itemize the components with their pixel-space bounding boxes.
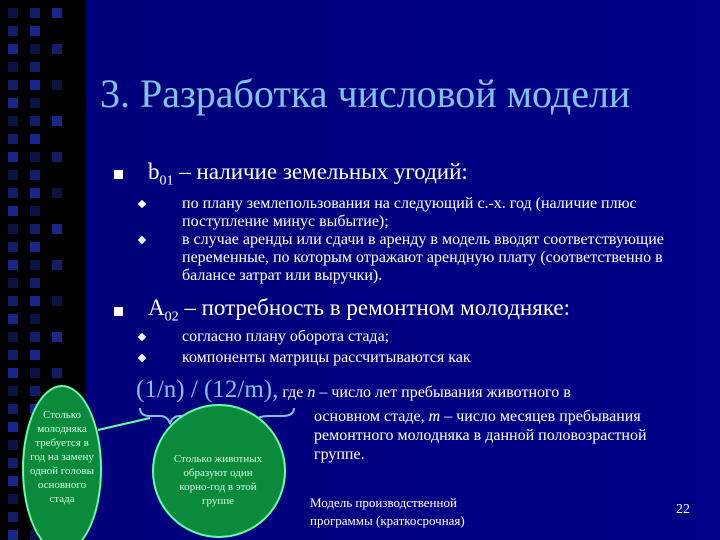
bullet-a02 bbox=[148, 295, 570, 326]
decorative-square bbox=[30, 296, 40, 306]
decorative-square bbox=[8, 476, 18, 486]
decorative-square bbox=[30, 224, 40, 234]
decorative-square bbox=[30, 134, 40, 144]
decorative-square bbox=[8, 224, 18, 234]
decorative-square bbox=[52, 296, 62, 306]
decorative-square bbox=[8, 206, 18, 216]
bullet-square-icon bbox=[114, 170, 123, 179]
formula-note-prefix: где bbox=[278, 384, 308, 401]
decorative-square bbox=[8, 350, 18, 360]
subitem-land-plan: по плану землепользования на следующий с.-х. год (наличие плюс поступление минус выбытие); bbox=[182, 195, 637, 230]
bullet-square-icon bbox=[114, 307, 123, 316]
decorative-square bbox=[8, 44, 18, 54]
decorative-square bbox=[30, 8, 40, 18]
decorative-square bbox=[30, 386, 40, 396]
subitem-herd-turnover: согласно плану оборота стада; bbox=[182, 328, 390, 345]
decorative-square bbox=[8, 26, 18, 36]
decorative-square bbox=[30, 278, 40, 288]
decorative-square bbox=[52, 44, 62, 54]
formula-line bbox=[136, 376, 571, 404]
formula-note-line2-b: – число месяцев пребывания bbox=[440, 408, 641, 425]
decorative-square bbox=[8, 116, 18, 126]
decorative-square bbox=[8, 530, 18, 540]
decorative-square bbox=[30, 116, 40, 126]
decorative-square bbox=[8, 332, 18, 342]
subitem-lease: в случае аренды или сдачи в аренду в модель вводят соответствующие переменные, по которым отражают арендную плату (соответственно в балансе затрат или выручки). bbox=[182, 231, 664, 284]
decorative-square bbox=[52, 368, 62, 378]
decorative-square bbox=[8, 260, 18, 270]
diamond-bullet-icon bbox=[138, 333, 146, 341]
bullet-a02-text: – потребность в ремонтном молодняке: bbox=[178, 295, 571, 320]
formula-note-line2-a: основном стаде, bbox=[314, 408, 429, 425]
formula-note-line-2 bbox=[314, 408, 714, 426]
decorative-square bbox=[30, 98, 40, 108]
decorative-square bbox=[8, 80, 18, 90]
decorative-square bbox=[8, 8, 18, 18]
footer-caption: Модель производственной программы (краткосрочная) bbox=[310, 495, 465, 528]
slide-title: 3. Разработка числовой модели bbox=[100, 71, 631, 116]
decorative-square bbox=[52, 188, 62, 198]
decorative-square bbox=[30, 44, 40, 54]
diamond-bullet-icon bbox=[138, 354, 146, 362]
formula-note-line-4: группе. bbox=[314, 446, 365, 463]
decorative-square bbox=[8, 188, 18, 198]
bullet-b01 bbox=[148, 159, 468, 190]
callout-left-text: Столько молодняка требуется в год на замену одной головы основного стада bbox=[30, 409, 94, 505]
decorative-square bbox=[52, 260, 62, 270]
decorative-square bbox=[52, 116, 62, 126]
bullet-a02-symbol: A bbox=[148, 295, 165, 320]
callout-middle-text: Столько животных образуют один корно-год в этой группе bbox=[173, 453, 263, 507]
decorative-square bbox=[8, 512, 18, 522]
decorative-square bbox=[30, 242, 40, 252]
formula-var-m: m bbox=[428, 408, 441, 425]
decorative-square bbox=[52, 8, 62, 18]
decorative-square bbox=[52, 152, 62, 162]
bullet-b01-symbol: b bbox=[148, 159, 160, 184]
bullet-b01-text: – наличие земельных угодий: bbox=[173, 159, 468, 184]
formula-note-mid: – число лет пребывания животного в bbox=[315, 384, 571, 401]
decorative-square bbox=[8, 278, 18, 288]
decorative-square bbox=[30, 332, 40, 342]
decorative-square bbox=[8, 458, 18, 468]
decorative-square bbox=[30, 152, 40, 162]
decorative-square bbox=[52, 332, 62, 342]
decorative-square bbox=[30, 80, 40, 90]
decorative-square bbox=[8, 296, 18, 306]
decorative-square bbox=[8, 314, 18, 324]
decorative-square bbox=[30, 260, 40, 270]
subitem-matrix-components: компоненты матрицы рассчитываются как bbox=[182, 349, 471, 366]
formula-var-n: n bbox=[307, 384, 316, 401]
diamond-bullet-icon bbox=[138, 200, 146, 208]
decorative-square bbox=[52, 80, 62, 90]
bullet-a02-subscript: 02 bbox=[164, 309, 179, 325]
decorative-square bbox=[8, 98, 18, 108]
page-number: 22 bbox=[676, 502, 690, 517]
decorative-square bbox=[8, 440, 18, 450]
decorative-square bbox=[30, 350, 40, 360]
decorative-square bbox=[52, 224, 62, 234]
decorative-square bbox=[30, 206, 40, 216]
diamond-bullet-icon bbox=[138, 236, 146, 244]
decorative-square bbox=[30, 170, 40, 180]
formula-expression: (1/n) / (12/m), bbox=[136, 376, 279, 403]
decorative-square bbox=[30, 26, 40, 36]
decorative-square bbox=[8, 152, 18, 162]
decorative-square bbox=[8, 386, 18, 396]
decorative-square bbox=[30, 368, 40, 378]
formula-note-line-3: ремонтного молодняка в данной половозрастной bbox=[314, 427, 647, 444]
decorative-square bbox=[8, 134, 18, 144]
decorative-square bbox=[8, 62, 18, 72]
decorative-square bbox=[30, 62, 40, 72]
decorative-square bbox=[8, 242, 18, 252]
decorative-square bbox=[8, 368, 18, 378]
decorative-square bbox=[8, 422, 18, 432]
bullet-b01-subscript: 01 bbox=[159, 173, 174, 189]
decorative-square bbox=[8, 404, 18, 414]
decorative-square bbox=[8, 494, 18, 504]
decorative-square bbox=[8, 170, 18, 180]
decorative-square bbox=[30, 188, 40, 198]
decorative-square bbox=[30, 314, 40, 324]
pointer-left bbox=[98, 418, 150, 430]
